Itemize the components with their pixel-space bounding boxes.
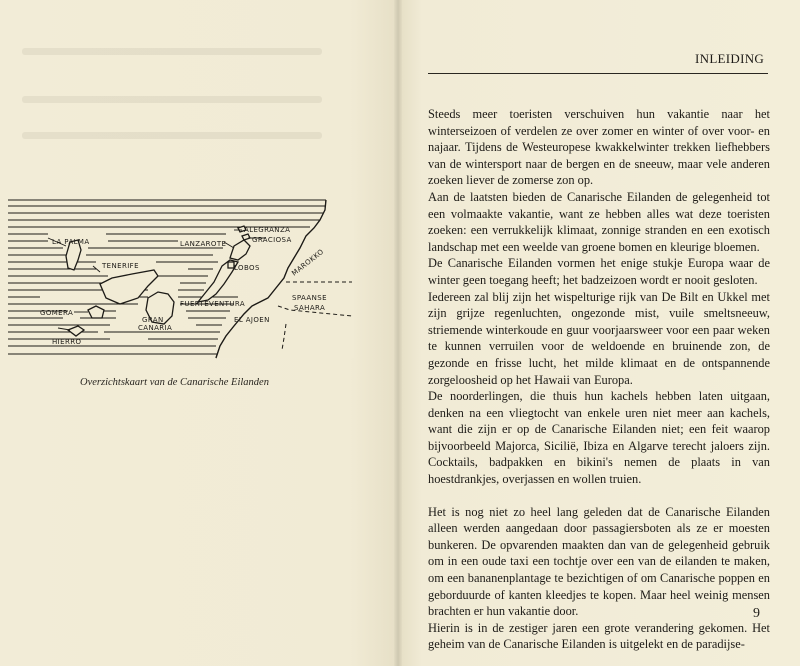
body-text <box>428 106 770 653</box>
paragraph: Hierin is in de zestiger jaren een grote verandering gekomen. Het geheim van de Canarische Eilanden is uitgelekt en de paradijse- <box>428 620 770 652</box>
header-rule <box>428 73 768 74</box>
map-label-la-palma: LA PALMA <box>52 238 90 246</box>
map-label-hierro: HIERRO <box>52 338 82 346</box>
map-label-fuerteventura: FUERTEVENTURA <box>180 300 246 308</box>
map-label-gran: GRAN <box>142 316 164 324</box>
map-label-alegranza: ALEGRANZA <box>244 226 291 234</box>
map-label-lanzarote: LANZAROTE <box>180 240 227 248</box>
map-label-tenerife: TENERIFE <box>102 262 139 270</box>
map-drawing <box>8 198 354 360</box>
hierro-island <box>68 326 84 336</box>
map-label-graciosa: GRACIOSA <box>252 236 292 244</box>
map-label-marokko: MAROKKO <box>290 247 326 278</box>
paragraph: De Canarische Eilanden vormen het enige stukje Europa waar de winter geen toegang heeft; het badzeizoen wordt er nooit gesloten. <box>428 256 770 287</box>
map-label-el-ajoen: EL AJOEN <box>234 316 270 324</box>
lanzarote-island <box>230 240 250 260</box>
book-gutter <box>394 0 402 666</box>
graciosa-island <box>242 234 250 240</box>
map-label-canaria: CANARIA <box>138 324 173 332</box>
map-label-lobos: LOBOS <box>234 264 260 272</box>
show-through-text <box>22 48 322 55</box>
page-number: 9 <box>753 606 760 621</box>
show-through-text <box>22 96 322 103</box>
map-label-sahara: SAHARA <box>294 304 326 312</box>
paragraph: Iedereen zal blij zijn het wispelturige rijk van De Bilt en Ukkel met zijn grijze regenluchten, ongezonde mist, vuile smeltsneeuw, striemende winterkoude en guur voorjaarsweer voor een paar weken te kunnen verruilen voor de weldoende en bruinende zon, de gezonde en frisse lucht, het milde klimaat en de ontspannende zorgeloosheid op het Hawaii van Europa. <box>428 289 770 387</box>
map-caption: Overzichtskaart van de Canarische Eilanden <box>80 377 269 388</box>
gomera-island <box>88 306 104 318</box>
map-label-gomera: GOMERA <box>40 309 74 317</box>
paragraph: Aan de laatsten bieden de Canarische Eilanden de gelegenheid tot een volmaakte vakantie, want ze hebben alles wat deze toeristen zoeken: een verrukkelijk klimaat, zonnige stranden en een exotisch landschap met een weelde van groene bomen en kleurige bloemen. <box>428 189 770 254</box>
canary-islands-map <box>8 198 354 360</box>
left-page <box>0 0 398 666</box>
map-label-spaanse: SPAANSE <box>292 294 327 302</box>
running-head: INLEIDING <box>695 51 765 66</box>
section-gap <box>428 488 770 504</box>
paragraph: Het is nog niet zo heel lang geleden dat de Canarische Eilanden alleen werden aangedaan door passagiersboten als ze er moesten bunkeren. De opvarenden maakten dan van de gelegenheid gebruik om in een oude taxi een tochtje over een van de eilanden te maken, om een bananenplantage te bezichtigen of om Canarische poppen en geborduurde of kanten kleedjes te kopen. Maar heel weinig mensen brachten er hun vakantie door. <box>428 504 770 619</box>
show-through-text <box>22 132 322 139</box>
paragraph: Steeds meer toeristen verschuiven hun vakantie naar het winterseizoen of verdelen ze over zomer en winter of over voor- en najaar. Tijdens de Westeuropese kwakkelwinter trekken liefhebbers van de wintersport naar de bergen en de sneeuw, maar vele anderen zoeken liever de zomerse zon op. <box>428 107 770 188</box>
paragraph: De noorderlingen, die thuis hun kachels hebben laten uitgaan, denken na een vliegtocht van enkele uren niet meer aan kachels, want die zijn er op de Canarische Eilanden niet; een feit waarop bijvoorbeeld Majorca, Sicilië, Ibiza en Algarve terecht jaloers zijn. Cocktails, badpakken en bikini's nemen de plaats in van hoestdrankjes, overjassen en wollen truien. <box>428 389 770 487</box>
